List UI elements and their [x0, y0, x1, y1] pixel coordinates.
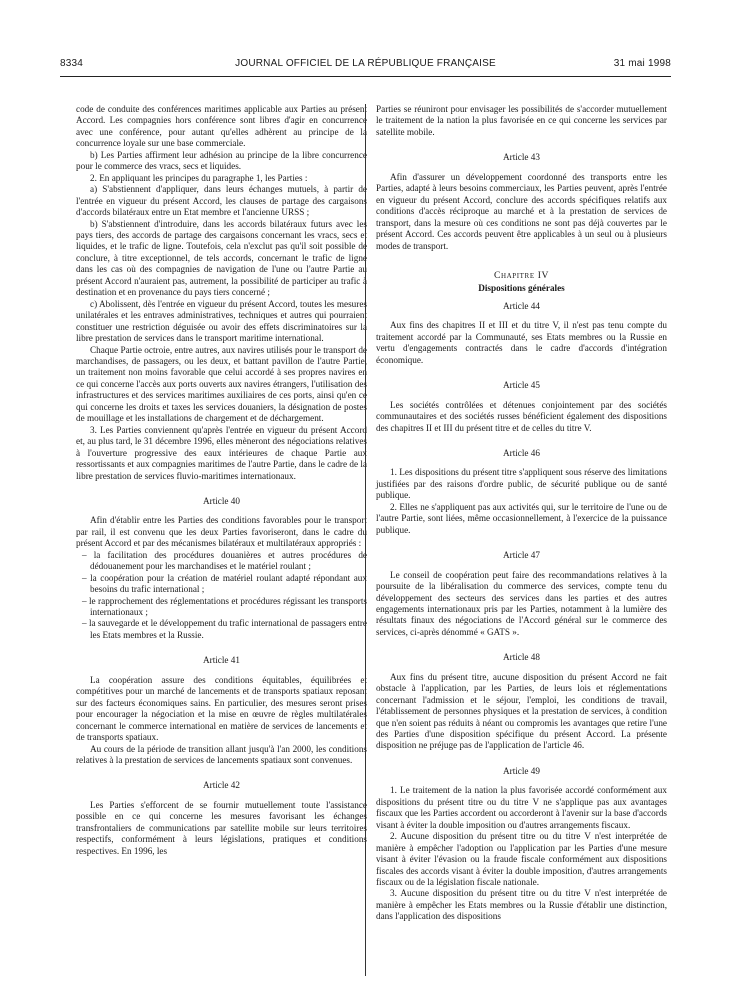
left-column [76, 104, 367, 857]
paragraph: Aux fins du présent titre, aucune disposition du présent Accord ne fait obstacle à l'application, par les Parties, de leurs lois et réglementations concernant l'admission et le séjour, l'emploi, les conditions de travail, l'établissement de personnes physiques et la prestation de services, à condition que n'en soient pas réduits à néant ou compromis les avantages que retire l'une des Parties d'une disposition spécifique du présent Accord. La présente disposition ne préjuge pas de l'application de l'article 46. [376, 671, 667, 751]
article-heading: Article 48 [503, 652, 540, 663]
header-rule [60, 76, 671, 77]
article-list [76, 550, 367, 642]
right-column [376, 104, 667, 923]
article-heading: Article 41 [203, 655, 240, 666]
paragraph: 1. Les dispositions du présent titre s'appliquent sous réserve des limitations justifiées par des raisons d'ordre public, de sécurité publique ou de santé publique. [376, 467, 667, 501]
chapter-heading: Chapitre IV [493, 269, 550, 281]
paragraph: La coopération assure des conditions équitables, équilibrées et compétitives pour un marché de lancements et de transports spatiaux reposant sur des facteurs économiques sains. En particulier, des mesures seront prises pour encourager la négociation et la mise en œuvre de règles multilatérales concernant le commerce international en matière de services de lancements et de transports spatiaux. [76, 674, 367, 743]
paragraph: Afin d'assurer un développement coordonné des transports entre les Parties, adapté à leurs besoins commerciaux, les Parties peuvent, après l'entrée en vigueur du présent Accord, conclure des accords spécifiques relatifs aux conditions d'accès réciproque au marché et à la prestation de services de transport, dans la mesure où ces conditions ne sont pas déjà couvertes par le présent Accord. Ces accords peuvent être applicables à un seul ou à plusieurs modes de transport. [376, 171, 667, 251]
paragraph: a) S'abstiennent d'appliquer, dans leurs échanges mutuels, à partir de l'entrée en vigueur du présent Accord, les clauses de partage des cargaisons d'accords bilatéraux entre un Etat membre et l'ancienne URSS ; [76, 184, 367, 218]
list-item: – la sauvegarde et le développement du trafic international de passagers entre les Etats membres et la Russie. [82, 618, 367, 640]
paragraph: Au cours de la période de transition allant jusqu'à l'an 2000, les conditions relatives à la prestation de services de lancements spatiaux sont convenues. [76, 743, 367, 766]
paragraph: Parties se réuniront pour envisager les possibilités de s'accorder mutuellement le traitement de la nation la plus favorisée en ce qui concerne les services par satellite mobile. [376, 104, 667, 137]
journal-title: JOURNAL OFFICIEL DE LA RÉPUBLIQUE FRANÇAISE [235, 58, 496, 69]
paragraph: c) Abolissent, dès l'entrée en vigueur du présent Accord, toutes les mesures unilatérales et les entraves administratives, techniques et autres qui pourraient constituer une restriction déguisée ou avoir des effets discriminatoires sur la libre prestation de services dans le transport maritime international. [76, 298, 367, 344]
chapter-title: Dispositions générales [478, 283, 565, 294]
paragraph: Afin d'établir entre les Parties des conditions favorables pour le transport par rail, il est convenu que les deux Parties favoriseront, dans le cadre du présent Accord et par des mécanismes bilatéraux et multilatéraux appropriés : [76, 515, 367, 549]
paragraph: Les Parties s'efforcent de se fournir mutuellement toute l'assistance possible en ce qui concerne les mesures favorisant les échanges transfrontaliers de communications par satellite mobile sur leurs territoires respectifs, conformément à leurs législations, pratiques et conditions respectives. En 1996, les [76, 799, 367, 856]
list-item: – la facilitation des procédures douanières et autres procédures de dédouanement pour les marchandises et le matériel roulant ; [82, 549, 367, 572]
paragraph: code de conduite des conférences maritimes applicable aux Parties au présent Accord. Les compagnies hors conférence sont libres d'agir en concurrence avec une conférence, pour autant qu'elles adhèrent au principe de la concurrence loyale sur une base commerciale. [76, 104, 367, 149]
publication-date: 31 mai 1998 [613, 58, 671, 69]
paragraph: 3. Aucune disposition du présent titre ou du titre V n'est interprétée de manière à empêcher les Etats membres ou la Russie d'établir une distinction, dans l'application des dispositions [376, 888, 667, 922]
paragraph: Chaque Partie octroie, entre autres, aux navires utilisés pour le transport de marchandises, de passagers, ou les deux, et battant pavillon de l'autre Partie, un traitement non moins favorable que celui accordé à ses propres navires en ce qui concerne l'accès aux ports ouverts aux navires étrangers, l'utilisation des infrastructures et des services maritimes auxiliaires de ces ports, ainsi qu'en ce qui concerne les droits et taxes les services douaniers, la désignation de postes de mouillage et les installations de chargement et de déchargement. [76, 344, 367, 424]
paragraph: 2. En appliquant les principes du paragraphe 1, les Parties : [90, 172, 308, 183]
article-heading: Article 42 [203, 780, 240, 791]
article-heading: Article 47 [503, 550, 540, 561]
list-item: – le rapprochement des réglementations et procédures régissant les transports internationaux ; [82, 595, 367, 618]
paragraph: b) S'abstiennent d'introduire, dans les accords bilatéraux futurs avec les pays tiers, des accords de partage des cargaisons concernant les vracs, secs et liquides, et le trafic de ligne. Toutefois, cela n'exclut pas qu'il soit possible de conclure, à titre exceptionnel, de tels accords, concernant le trafic de ligne dans les cas où des compagnies de navigation de l'une ou l'autre Partie au présent Accord n'auraient pas, autrement, la possibilité de participer au trafic à destination et en provenance du pays tiers concerné ; [76, 218, 367, 298]
page-number: 8334 [60, 58, 84, 69]
page-header [60, 58, 671, 74]
paragraph: Aux fins des chapitres II et III et du titre V, il n'est pas tenu compte du traitement accordé par la Communauté, ses Etats membres ou la Russie en vertu d'engagements contractés dans le cadre d'accords d'intégration économique. [376, 320, 667, 365]
list-item: – la coopération pour la création de matériel roulant adapté répondant aux besoins du trafic international ; [82, 572, 367, 595]
article-heading: Article 49 [503, 765, 540, 776]
article-heading: Article 44 [503, 300, 540, 311]
paragraph: b) Les Parties affirment leur adhésion au principe de la libre concurrence pour le commerce des vracs, secs et liquides. [76, 149, 367, 172]
paragraph: 2. Elles ne s'appliquent pas aux activités qui, sur le territoire de l'une ou de l'autre Partie, sont liées, même occasionnellement, à l'exercice de la puissance publique. [376, 501, 667, 535]
paragraph: 2. Aucune disposition du présent titre ou du titre V n'est interprétée de manière à empêcher l'adoption ou l'application par les Parties d'une mesure visant à éviter l'évasion ou la fraude fiscale conformément aux dispositions fiscales des accords visant à éviter la double imposition, d'autres arrangements fiscaux ou de la législation fiscale nationale. [376, 831, 667, 888]
article-heading: Article 46 [503, 447, 540, 458]
article-heading: Article 40 [203, 495, 240, 506]
column-divider [365, 104, 366, 976]
paragraph: 3. Les Parties conviennent qu'après l'entrée en vigueur du présent Accord et, au plus tard, le 31 décembre 1996, elles mèneront des négociations relatives à l'ouverture progressive des eaux intérieures de chaque Partie aux ressortissants et aux compagnies maritimes de l'autre Partie, dans le cadre de la libre prestation de services fluvio-maritimes internationaux. [76, 424, 367, 481]
paragraph: Les sociétés contrôlées et détenues conjointement par des sociétés communautaires et des sociétés russes bénéficient également des dispositions des chapitres II et III du présent titre et de celles du titre V. [376, 399, 667, 433]
article-heading: Article 43 [503, 152, 540, 163]
paragraph: Le conseil de coopération peut faire des recommandations relatives à la poursuite de la libéralisation du commerce des services, compte tenu du développement des secteurs des services dans les parties et des autres engagements internationaux pris par les Parties, notamment à la lumière des résultats finaux des négociations de l'Accord général sur le commerce des services, ci-après dénommé « GATS ». [376, 569, 667, 637]
article-heading: Article 45 [503, 380, 540, 391]
paragraph: 1. Le traitement de la nation la plus favorisée accordé conformément aux dispositions du présent titre ou du titre V ne s'applique pas aux avantages fiscaux que les Parties accordent ou accorderont à l'avenir sur la base d'accords visant à éviter la double imposition ou d'autres arrangements fiscaux. [376, 785, 667, 830]
